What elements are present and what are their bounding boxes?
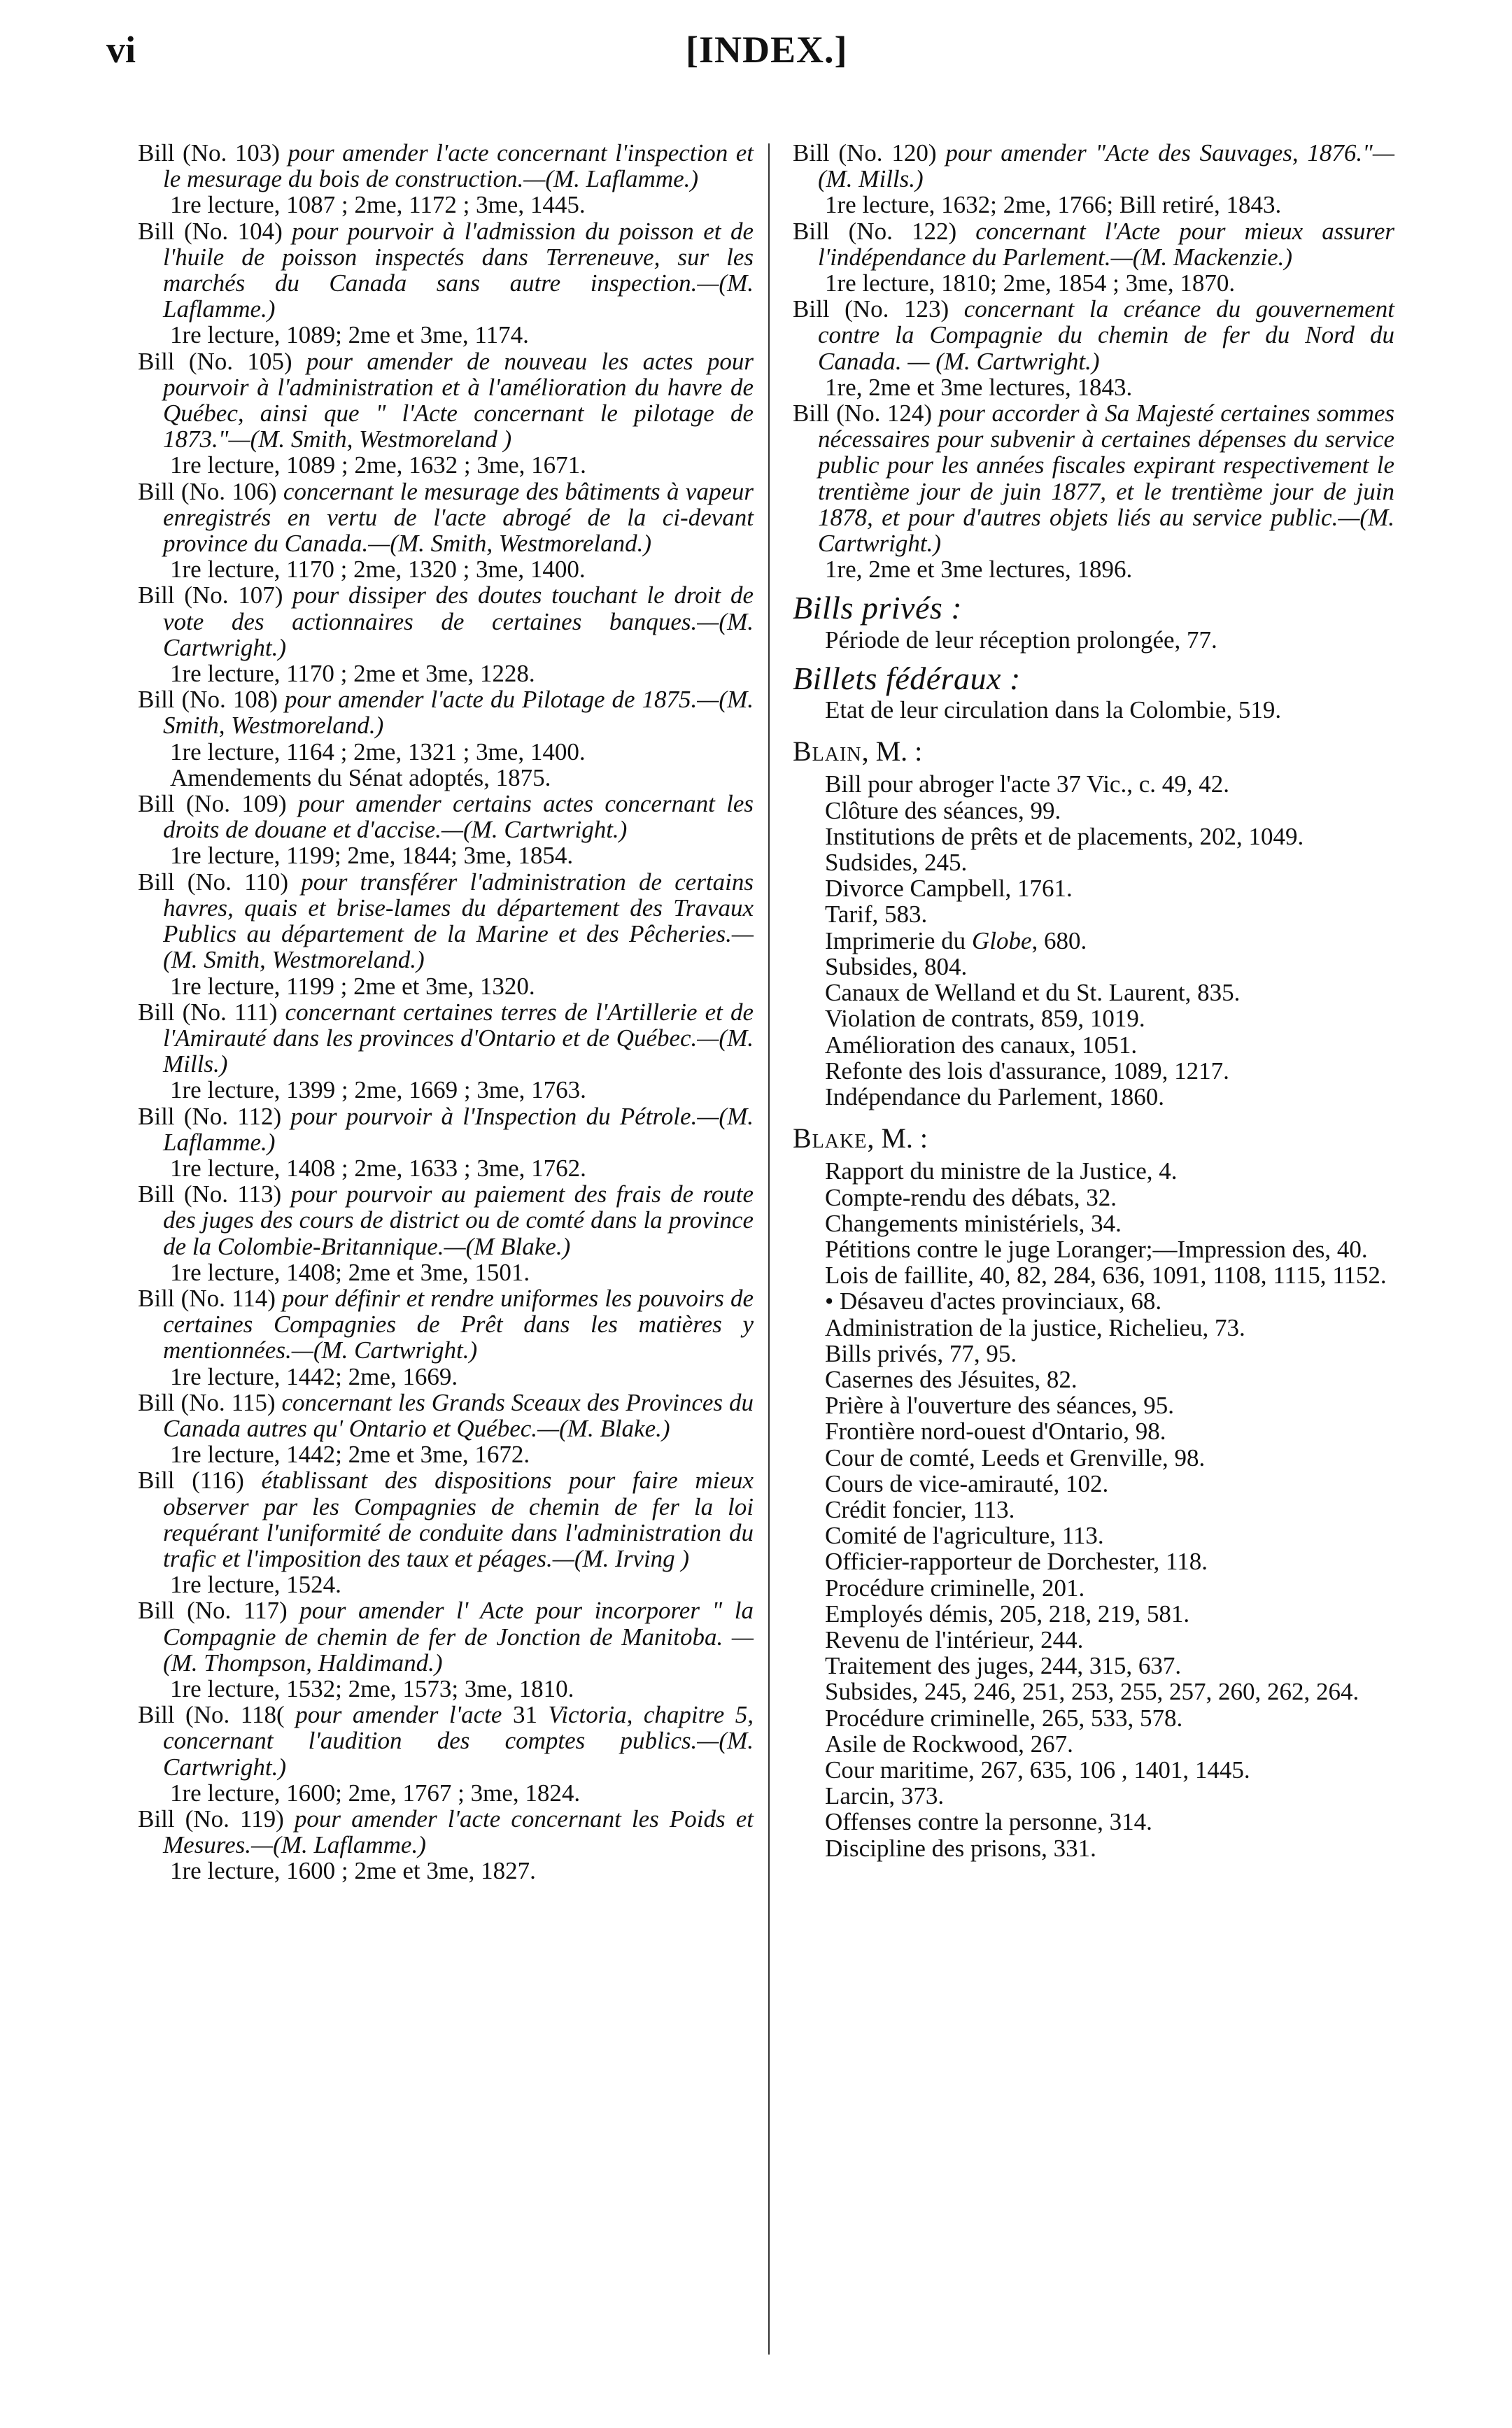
index-entry: Refonte des lois d'assurance, 1089, 1217.: [825, 1057, 1229, 1085]
index-entry: Clôture des séances, 99.: [825, 796, 1061, 824]
reading-line: Amendements du Sénat adoptés, 1875.: [170, 763, 551, 791]
bill-entries-continued: [793, 140, 1394, 582]
bill-number: Bill (No. 122): [793, 217, 957, 245]
index-entry: Subsides, 804.: [825, 952, 968, 980]
index-entry: Traitement des juges, 244, 315, 637.: [825, 1652, 1182, 1680]
reading-line: 1re lecture, 1632; 2me, 1766; Bill retiré, 1843.: [825, 191, 1282, 219]
bill-entry: [138, 791, 754, 842]
section-heading-billets-federaux: Billets fédéraux :: [793, 660, 1021, 696]
section-heading-blake: [793, 1122, 1394, 1155]
reading-line: 1re lecture, 1532; 2me, 1573; 3me, 1810.: [170, 1674, 574, 1702]
index-entry: Violation de contrats, 859, 1019.: [825, 1005, 1145, 1033]
bill-description: pour amender l'acte concernant l'inspection et le mesurage du bois de construction.—(M. Laflamme.): [163, 139, 754, 193]
index-entry: Larcin, 373.: [825, 1782, 945, 1810]
bill-number: Bill (No. 124): [793, 400, 933, 428]
blain-entries: [793, 771, 1394, 1110]
page-number: vi: [106, 29, 136, 71]
bill-number: Bill (No. 119): [138, 1805, 284, 1833]
bill-description: pour pourvoir au paiement des frais de route des juges des cours de district ou de comté dans la province de la Colombie-Britannique.—(M Blake.): [163, 1180, 754, 1260]
bill-number: Bill (No. 103): [138, 139, 280, 167]
index-entry: Indépendance du Parlement, 1860.: [825, 1082, 1164, 1110]
bill-description: pour accorder à Sa Majesté certaines sommes nécessaires pour subvenir à certaines dépenses du service public pour les années fiscales expirant respectivement le trentième jour de juin 1877, et le trentième jour de juin 1878, et pour d'autres objets liés au service public.—(M. Cartwright.): [818, 400, 1394, 558]
index-entry: Divorce Campbell, 1761.: [825, 875, 1073, 903]
index-entry: Casernes des Jésuites, 82.: [825, 1365, 1078, 1393]
index-entry: Asile de Rockwood, 267.: [825, 1730, 1073, 1758]
index-entry: Institutions de prêts et de placements, 202, 1049.: [825, 822, 1304, 850]
bill-description: pour amender l'acte: [295, 1701, 502, 1729]
bill-description: établissant des dispositions pour faire mieux observer par les Compagnies de chemin de fer la loi requérant l'uniformité de conduite dans l'administration du trafic et l'imposition des taux et péages.—(M. Irving ): [163, 1467, 754, 1572]
right-column: [793, 140, 1394, 1861]
index-entry: Cours de vice-amirauté, 102.: [825, 1469, 1109, 1497]
bill-description: concernant l'Acte pour mieux assurer l'indépendance du Parlement.—(M. Mackenzie.): [818, 217, 1394, 271]
reading-line: 1re lecture, 1399 ; 2me, 1669 ; 3me, 1763.: [170, 1076, 586, 1104]
index-entry: Amélioration des canaux, 1051.: [825, 1031, 1138, 1059]
heading-name: Blake: [793, 1122, 868, 1155]
reading-line: 1re lecture, 1408 ; 2me, 1633 ; 3me, 1762.: [170, 1154, 586, 1182]
bill-description-cont: Victoria, chapitre 5, concernant l'audition des comptes publics.—(M. Cartwright.): [163, 1701, 754, 1781]
reading-line: 1re lecture, 1408; 2me et 3me, 1501.: [170, 1258, 530, 1286]
bill-number: Bill (No. 109): [138, 790, 287, 818]
bill-description: pour dissiper des doutes touchant le droit de vote des actionnaires de certaines banques.—(M. Cartwright.): [163, 581, 754, 661]
index-entry: Officier-rapporteur de Dorchester, 118.: [825, 1548, 1208, 1576]
index-entry: Frontière nord-ouest d'Ontario, 98.: [825, 1418, 1166, 1446]
bill-description: pour amender de nouveau les actes pour pourvoir à l'administration et à l'amélioration du havre de Québec, ainsi que " l'Acte concernant le pilotage de 1873."—(M. Smith, Westmoreland ): [163, 347, 754, 453]
bill-description: pour pourvoir à l'admission du poisson et de l'huile de poisson inspectés dans Terreneuve, sur les marchés du Canada sans autre inspection.—(M. Laflamme.): [163, 217, 754, 323]
index-entry: Comité de l'agriculture, 113.: [825, 1522, 1104, 1550]
bill-number: Bill (No. 108): [138, 686, 278, 714]
bill-entry: [138, 1806, 754, 1858]
bill-entry: [793, 400, 1394, 556]
bill-entry: [793, 296, 1394, 374]
column-divider: [768, 143, 770, 2355]
index-entry: Bills privés, 77, 95.: [825, 1339, 1017, 1367]
reading-line: 1re lecture, 1524.: [170, 1571, 341, 1599]
bill-entry: [138, 479, 754, 557]
bill-entry: [138, 1597, 754, 1676]
bill-number: Bill (No. 115): [138, 1388, 276, 1416]
index-entry: • Désaveu d'actes provinciaux, 68.: [825, 1287, 1162, 1315]
bill-number: Bill (116): [138, 1467, 244, 1495]
heading-suffix: , M. :: [861, 735, 923, 768]
bill-entry: [138, 1103, 754, 1155]
reading-line: 1re lecture, 1089; 2me et 3me, 1174.: [170, 321, 529, 349]
index-entry: Revenu de l'intérieur, 244.: [825, 1625, 1084, 1653]
bill-description: concernant certaines terres de l'Artillerie et de l'Amirauté dans les provinces d'Ontario et de Québec.—(M. Mills.): [163, 998, 754, 1078]
bill-entry: [138, 1467, 754, 1572]
bill-description: concernant le mesurage des bâtiments à vapeur enregistrés en vertu de l'acte abrogé de la ci-devant province du Canada.—(M. Smith, Westmoreland.): [163, 477, 754, 558]
reading-line: 1re lecture, 1442; 2me et 3me, 1672.: [170, 1441, 530, 1469]
reading-line: 1re lecture, 1170 ; 2me et 3me, 1228.: [170, 660, 535, 688]
bill-entry: [793, 218, 1394, 270]
bill-description: concernant les Grands Sceaux des Provinces du Canada autres qu' Ontario et Québec.—(M. Blake.): [163, 1388, 754, 1442]
index-entry: Procédure criminelle, 201.: [825, 1574, 1085, 1602]
bill-description: pour amender l'acte du Pilotage de 1875.—(M. Smith, Westmoreland.): [163, 686, 754, 740]
reading-line: 1re lecture, 1089 ; 2me, 1632 ; 3me, 1671.: [170, 451, 586, 479]
index-entry: Prière à l'ouverture des séances, 95.: [825, 1392, 1175, 1420]
index-entry: Canaux de Welland et du St. Laurent, 835.: [825, 979, 1241, 1007]
page-header: [INDEX.]: [686, 29, 848, 71]
bill-entry: [138, 140, 754, 192]
index-entry: Changements ministériels, 34.: [825, 1209, 1122, 1237]
reading-line: 1re lecture, 1810; 2me, 1854 ; 3me, 1870.: [825, 269, 1236, 297]
bill-entry: [138, 1702, 754, 1780]
heading-suffix: , M. :: [867, 1122, 928, 1155]
bill-number: Bill (No. 111): [138, 998, 278, 1026]
bill-entry: [138, 582, 754, 661]
index-entry: Pétitions contre le juge Loranger;—Impression des, 40.: [825, 1235, 1368, 1263]
bill-number: Bill (No. 118(: [138, 1701, 285, 1729]
bill-number: Bill (No. 112): [138, 1102, 282, 1130]
bill-number: Bill (No. 110): [138, 868, 288, 896]
heading-name: Blain: [793, 735, 862, 768]
index-entry: Offenses contre la personne, 314.: [825, 1808, 1152, 1836]
bill-description: pour amender certains actes concernant les droits de douane et d'accise.—(M. Cartwright.): [163, 790, 754, 844]
bill-number: Bill (No. 107): [138, 581, 283, 609]
reading-line: 1re lecture, 1442; 2me, 1669.: [170, 1362, 458, 1390]
bill-number: Bill (No. 104): [138, 217, 283, 245]
index-entry: Bill pour abroger l'acte 37 Vic., c. 49, 42.: [825, 770, 1229, 798]
index-entry: Période de leur réception prolongée, 77.: [825, 626, 1217, 654]
bill-description: pour amender l' Acte pour incorporer " la Compagnie de chemin de fer de Jonction de Manitoba. — (M. Thompson, Haldimand.): [163, 1597, 754, 1677]
bill-number: Bill (No. 123): [793, 295, 949, 323]
index-entry: Cour de comté, Leeds et Grenville, 98.: [825, 1444, 1206, 1471]
index-entry: Rapport du ministre de la Justice, 4.: [825, 1157, 1178, 1185]
index-entry: Crédit foncier, 113.: [825, 1495, 1015, 1523]
bill-description: pour définir et rendre uniformes les pouvoirs de certaines Compagnies de Prêt dans les matières y mentionnées.—(M. Cartwright.): [163, 1284, 754, 1364]
bill-number: Bill (No. 106): [138, 477, 277, 505]
bill-entry: [138, 869, 754, 973]
index-entry: Sudsides, 245.: [825, 849, 968, 877]
bill-entry: [138, 218, 754, 323]
bill-entry: [138, 1285, 754, 1364]
bill-description: pour amender l'acte concernant les Poids et Mesures.—(M. Laflamme.): [163, 1805, 754, 1859]
bill-number: Bill (No. 114): [138, 1284, 276, 1312]
bill-entry: [138, 348, 754, 453]
section-heading-blain: [793, 735, 1394, 768]
bill-entry: [138, 1181, 754, 1259]
reading-line: 1re lecture, 1199; 2me, 1844; 3me, 1854.: [170, 842, 574, 870]
bill-entry: [793, 140, 1394, 192]
left-column: [138, 140, 754, 1884]
index-entry: Discipline des prisons, 331.: [825, 1834, 1096, 1862]
reading-line: 1re lecture, 1199 ; 2me et 3me, 1320.: [170, 972, 535, 1000]
entry-suffix: , 680.: [1031, 926, 1087, 954]
bill-description: pour amender "Acte des Sauvages, 1876."—(M. Mills.): [818, 139, 1395, 193]
bill-number: Bill (No. 113): [138, 1180, 282, 1208]
bill-number: Bill (No. 117): [138, 1597, 288, 1625]
section-heading-bills-prives: Bills privés :: [793, 590, 963, 626]
entry-text: Imprimerie du: [825, 926, 966, 954]
bill-entry: [138, 1390, 754, 1441]
blake-entries: [793, 1158, 1394, 1861]
bill-number: Bill (No. 105): [138, 347, 292, 375]
bill-entry: [138, 686, 754, 738]
index-entry: Lois de faillite, 40, 82, 284, 636, 1091, 1108, 1115, 1152.: [825, 1262, 1387, 1290]
index-entry: Subsides, 245, 246, 251, 253, 255, 257, 260, 262, 264.: [825, 1678, 1359, 1706]
entry-italic: Globe: [971, 926, 1032, 954]
reading-line: 1re lecture, 1600; 2me, 1767 ; 3me, 1824.: [170, 1779, 581, 1807]
bill-number-ref: 31: [512, 1701, 537, 1729]
reading-line: 1re, 2me et 3me lectures, 1896.: [825, 556, 1133, 584]
index-entry: Etat de leur circulation dans la Colombie, 519.: [825, 696, 1282, 724]
reading-line: 1re, 2me et 3me lectures, 1843.: [825, 373, 1133, 401]
index-entry: Cour maritime, 267, 635, 106 , 1401, 1445.: [825, 1756, 1250, 1784]
index-entry: Tarif, 583.: [825, 901, 928, 929]
reading-line: 1re lecture, 1600 ; 2me et 3me, 1827.: [170, 1857, 536, 1885]
bill-description: pour transférer l'administration de certains havres, quais et brise-lames du département des Travaux Publics au département de la Marine et des Pêcheries.—(M. Smith, Westmoreland.): [163, 868, 754, 974]
index-entry: [793, 928, 1394, 954]
reading-line: 1re lecture, 1170 ; 2me, 1320 ; 3me, 1400.: [170, 556, 586, 584]
index-entry: Employés démis, 205, 218, 219, 581.: [825, 1600, 1190, 1628]
index-entry: Procédure criminelle, 265, 533, 578.: [825, 1704, 1183, 1732]
bill-entry: [138, 999, 754, 1078]
reading-line: 1re lecture, 1087 ; 2me, 1172 ; 3me, 1445.: [170, 191, 586, 219]
index-entry: Administration de la justice, Richelieu, 73.: [825, 1313, 1245, 1341]
bill-description: pour pourvoir à l'Inspection du Pétrole.—(M. Laflamme.): [163, 1102, 754, 1156]
reading-line: 1re lecture, 1164 ; 2me, 1321 ; 3me, 1400.: [170, 737, 586, 765]
index-entry: Compte-rendu des débats, 32.: [825, 1183, 1117, 1211]
bill-description: concernant la créance du gouvernement contre la Compagnie du chemin de fer du Nord du Canada. — (M. Cartwright.): [818, 295, 1394, 375]
bill-number: Bill (No. 120): [793, 139, 937, 167]
